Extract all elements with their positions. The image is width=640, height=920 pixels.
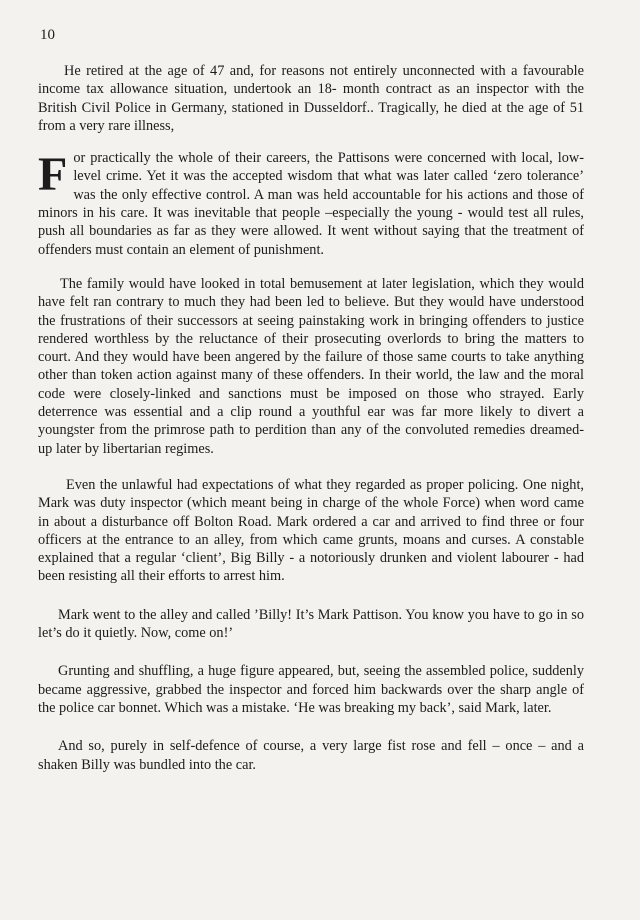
page-number: 10 xyxy=(40,27,55,43)
paragraph-careers-text: or practically the whole of their careers, the Pattisons were concerned with local, low-level crime. Yet it was the accepted wisdom that what was later called ‘zero tolerance’ was the only effective control. A man was held accountable for his actions and those of minors in his care. It was inevitable that people –especially the young - would test all rules, push all boundaries as far as they were allowed. It went without saying that the treatment of offenders must contain an element of punishment. xyxy=(38,150,584,258)
drop-cap: F xyxy=(38,148,68,202)
paragraph-legislation: The family would have looked in total bemusement at later legislation, which they would have felt ran contrary to much they had been led to believe. But they would have understood the frustrations of their successors at seeing painstaking work in bringing offenders to justice rendered worthless by the reluctance of their prosecuting overlords to bring the matters to court. And they would have been angered by the failure of those same courts to take anything other than token action against many of these offenders. In their world, the law and the moral code were closely-linked and sanctions must be imposed on those who strayed. Early deterrence was essential and a clip round a youthful ear was far more likely to divert a youngster from the primrose path to perdition than any of the convoluted remedies dreamed- up later by libertarian regimes. xyxy=(38,275,584,457)
paragraph-retirement: He retired at the age of 47 and, for reasons not entirely unconnected with a favourable income tax allowance situation, undertook an 18- month contract as an inspector with the British Civil Police in Germany, stationed in Dusseldorf.. Tragically, he died at the age of 51 from a very rare illness, xyxy=(38,63,584,134)
paragraph-arrest: And so, purely in self-defence of course, a very large fist rose and fell – once – and a shaken Billy was bundled into the car. xyxy=(38,738,584,773)
paragraph-bolton-road: Even the unlawful had expectations of what they regarded as proper policing. One night, Mark was duty inspector (which meant being in charge of the whole Force) when word came in about a disturbance off Bolton Road. Mark ordered a car and arrived to find three or four officers at the entrance to an alley, from which came grunts, moans and curses. A constable explained that a regular ‘client’, Big Billy - a notoriously drunken and violent labourer - had been resisting all their efforts to arrest him. xyxy=(38,476,584,585)
paragraph-struggle: Grunting and shuffling, a huge figure appeared, but, seeing the assembled police, suddenly became aggressive, grabbed the inspector and forced him backwards over the sharp angle of the police car bonnet. Which was a mistake. ‘He was breaking my back’, said Mark, later. xyxy=(38,663,584,716)
paragraph-alley-call: Mark went to the alley and called ’Billy! It’s Mark Pattison. You know you have to go in so let’s do it quietly. Now, come on!’ xyxy=(38,606,584,642)
page-body xyxy=(38,62,584,774)
paragraph-careers xyxy=(38,149,584,259)
